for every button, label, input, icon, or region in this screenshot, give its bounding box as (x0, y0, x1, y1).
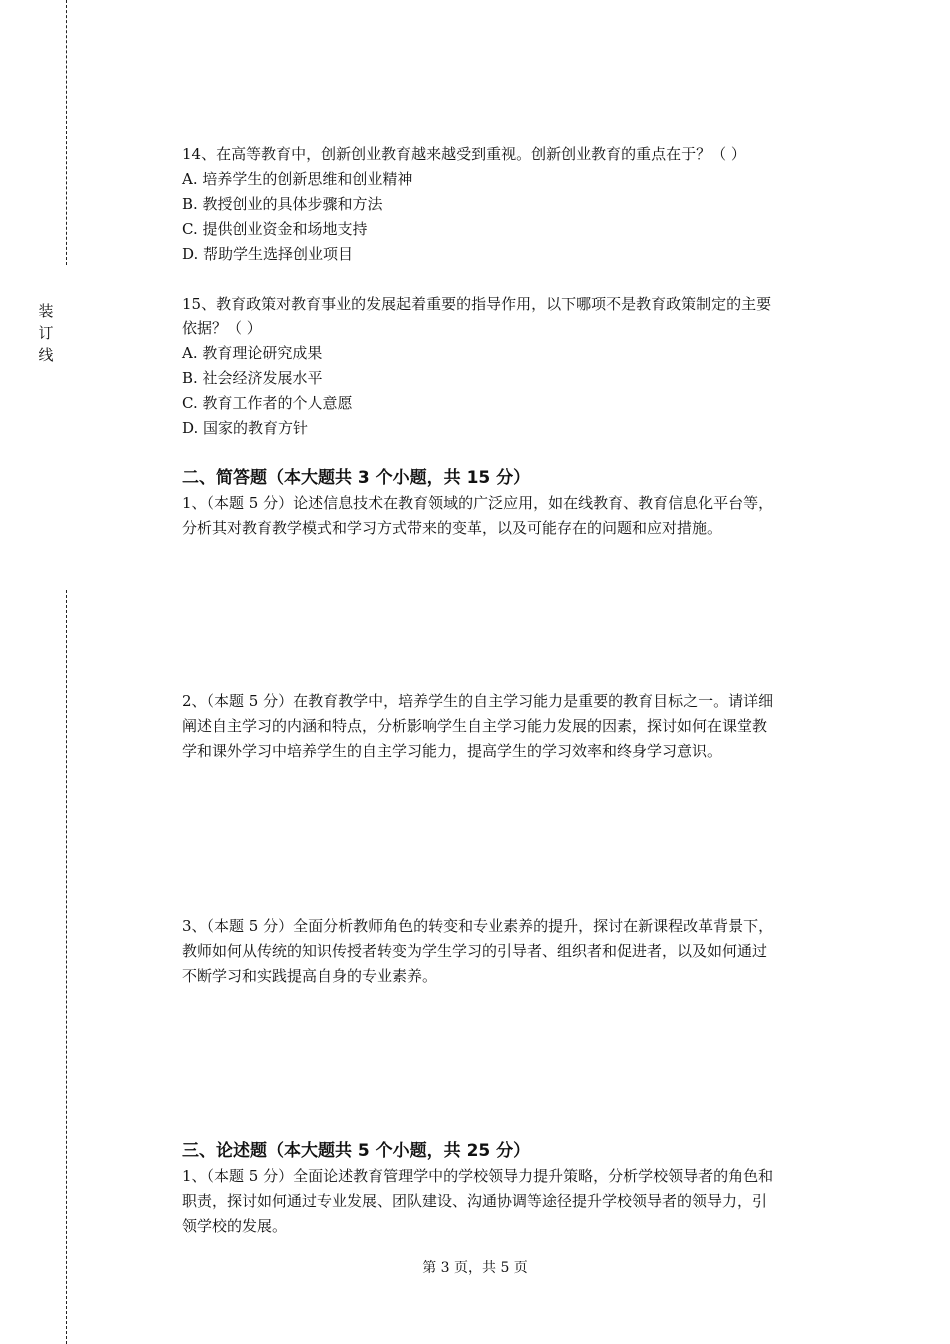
page-footer: 第 3 页，共 5 页 (422, 1260, 528, 1276)
section3-title: 三、论述题（本大题共 5 个小题，共 25 分） (182, 1141, 531, 1161)
s3-q1-line-3: 领学校的发展。 (182, 1217, 288, 1235)
q15-option-b: B. 社会经济发展水平 (182, 369, 323, 387)
s2-q3-line-3: 不断学习和实践提高自身的专业素养。 (182, 967, 438, 985)
s3-q1-line-2: 职责，探讨如何通过专业发展、团队建设、沟通协调等途径提升学校领导者的领导力，引 (182, 1192, 768, 1210)
s2-q3-line-2: 教师如何从传统的知识传授者转变为学生学习的引导者、组织者和促进者，以及如何通过 (182, 942, 768, 960)
s2-q2-line-3: 学和课外学习中培养学生的自主学习能力，提高学生的学习效率和终身学习意识。 (182, 742, 723, 760)
q15-option-d: D. 国家的教育方针 (182, 419, 309, 437)
s3-q1-line-1: 1、（本题 5 分）全面论述教育管理学中的学校领导力提升策略，分析学校领导者的角色和 (182, 1167, 774, 1185)
binding-line-bottom (66, 590, 67, 1344)
s2-q1-line-1: 1、（本题 5 分）论述信息技术在教育领域的广泛应用，如在线教育、教育信息化平台等， (182, 494, 774, 512)
q14-option-a: A. 培养学生的创新思维和创业精神 (182, 170, 413, 188)
binding-line-top (66, 0, 67, 265)
s2-q3-line-1: 3、（本题 5 分）全面分析教师角色的转变和专业素养的提升，探讨在新课程改革背景下， (182, 917, 774, 935)
s2-q2-line-2: 阐述自主学习的内涵和特点，分析影响学生自主学习能力发展的因素，探讨如何在课堂教 (182, 717, 768, 735)
q14-stem: 14、在高等教育中，创新创业教育越来越受到重视。创新创业教育的重点在于？（ ） (182, 145, 746, 163)
q15-stem-line-1: 15、教育政策对教育事业的发展起着重要的指导作用，以下哪项不是教育政策制定的主要 (182, 295, 772, 313)
q14-option-c: C. 提供创业资金和场地支持 (182, 220, 368, 238)
q14-option-d: D. 帮助学生选择创业项目 (182, 245, 354, 263)
q15-stem-line-2: 依据？（ ） (182, 319, 262, 337)
q14-option-b: B. 教授创业的具体步骤和方法 (182, 195, 383, 213)
q15-option-c: C. 教育工作者的个人意愿 (182, 394, 353, 412)
q15-option-a: A. 教育理论研究成果 (182, 344, 323, 362)
s2-q1-line-2: 分析其对教育教学模式和学习方式带来的变革，以及可能存在的问题和应对措施。 (182, 519, 723, 537)
section2-title: 二、简答题（本大题共 3 个小题，共 15 分） (182, 468, 531, 488)
s2-q2-line-1: 2、（本题 5 分）在教育教学中，培养学生的自主学习能力是重要的教育目标之一。请详细 (182, 692, 774, 710)
binding-label: 装订线 (38, 302, 54, 364)
